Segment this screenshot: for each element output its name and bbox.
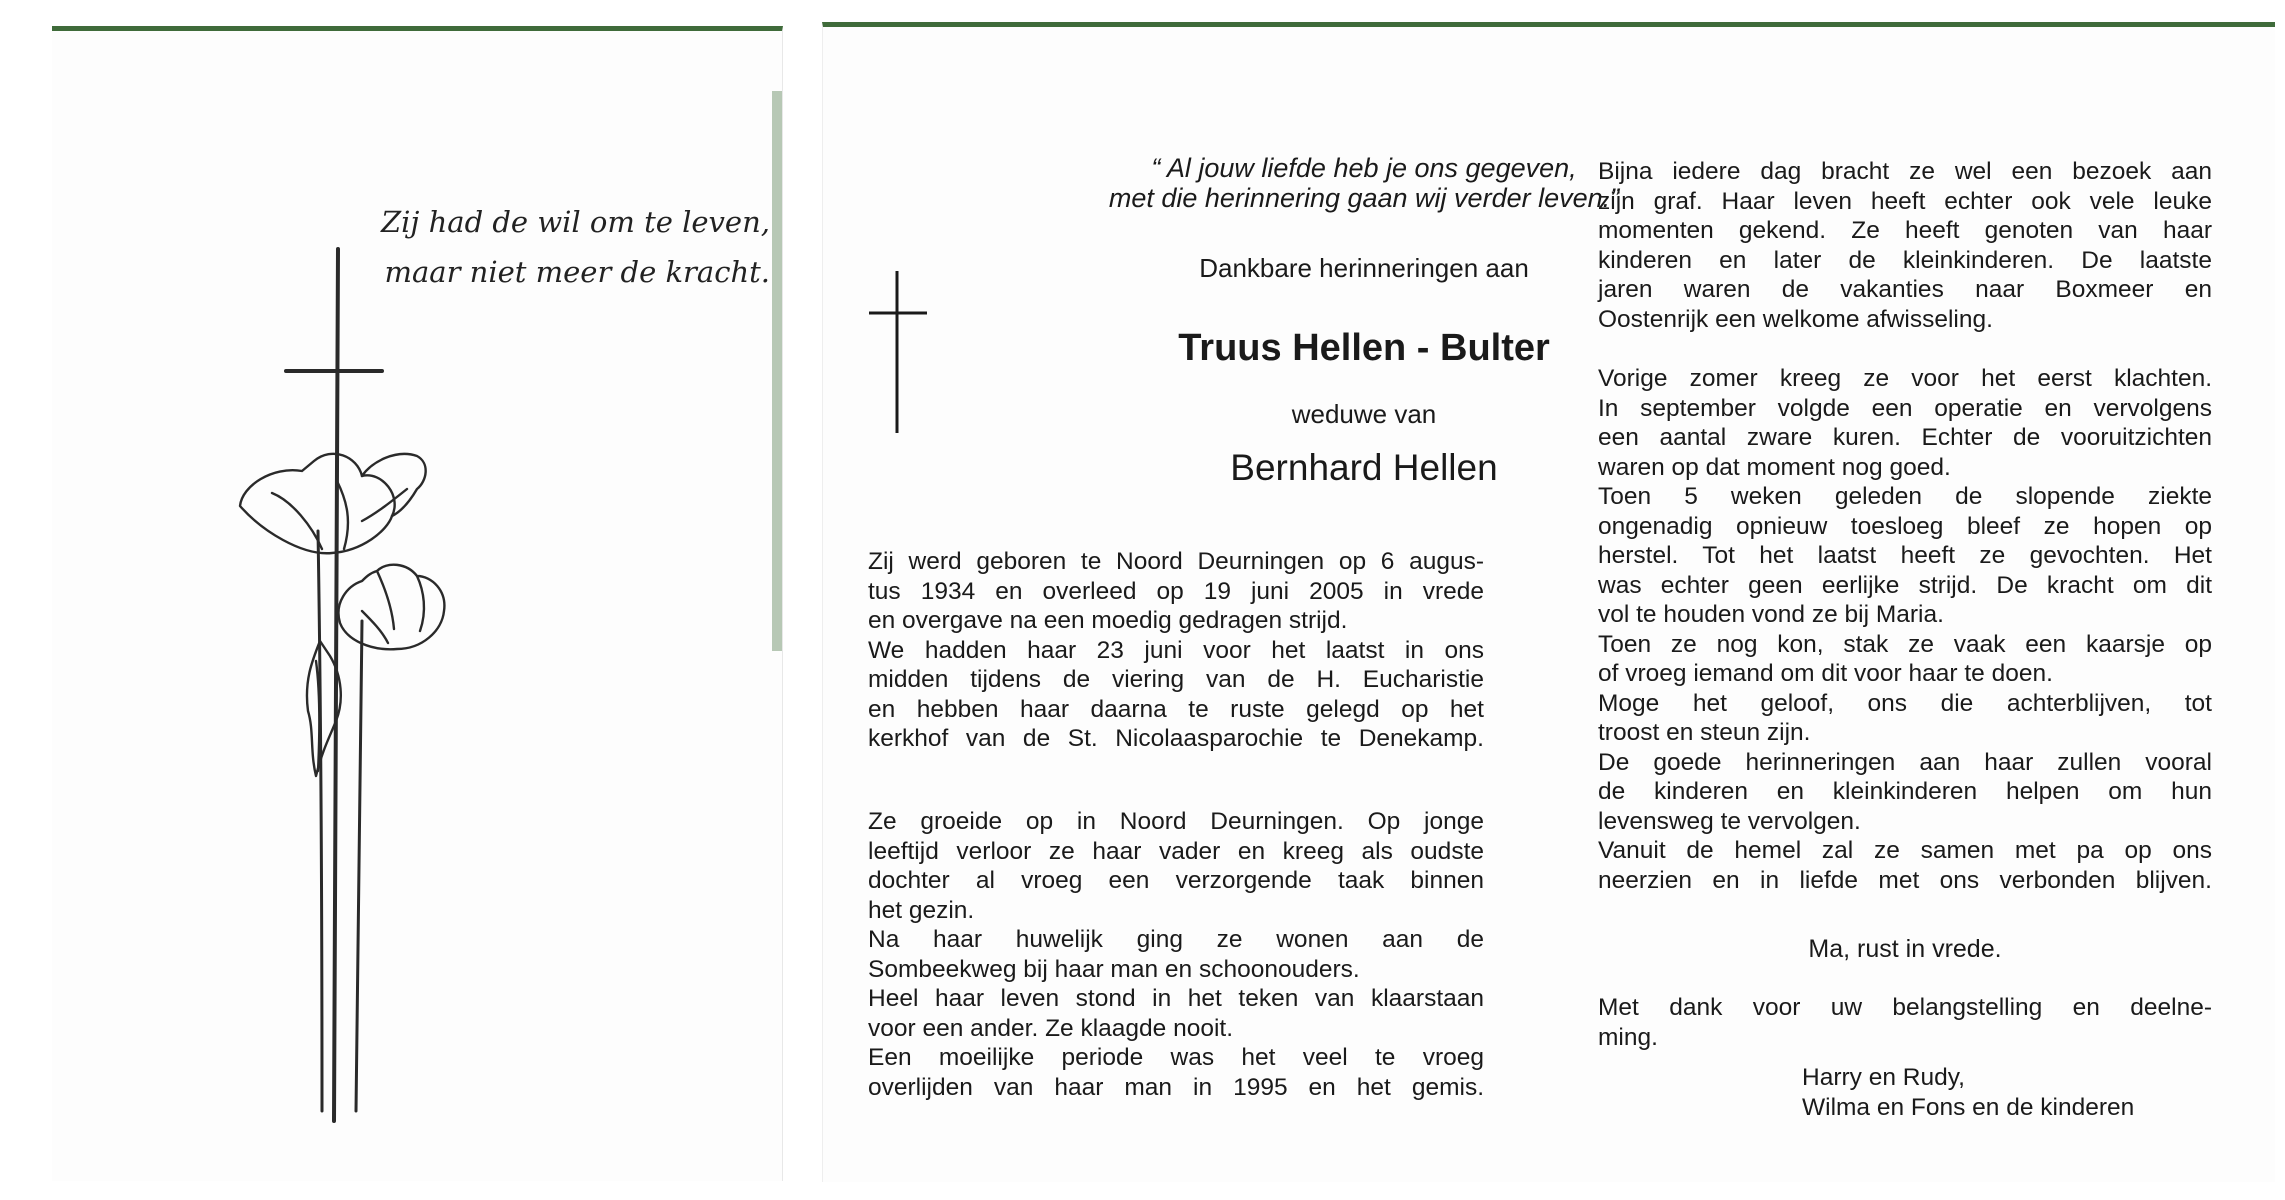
verse-line: Zij had de wil om te leven,	[380, 205, 770, 239]
signature-line: Wilma en Fons en de kinderen	[1802, 1093, 2135, 1121]
text-line: kerkhof van de St. Nicolaasparochie te Denekamp.	[868, 725, 1484, 752]
text-line: midden tijdens de viering van de H. Eucharistie	[868, 666, 1484, 693]
text-line: zijn graf. Haar leven heeft echter ook vele leuke	[1598, 187, 2212, 215]
signature	[1802, 1063, 2134, 1122]
text-line: dochter al vroeg een verzorgende taak binnen	[868, 867, 1484, 894]
text-line: troost en steun zijn.	[1598, 719, 1811, 746]
farewell-text: Ma, rust in vrede.	[1808, 935, 2002, 963]
text-line: Bijna iedere dag bracht ze wel een bezoek aan	[1598, 158, 2212, 185]
text-line: In september volgde een operatie en vervolgens	[1598, 394, 2212, 422]
thanks-text	[1598, 993, 2212, 1052]
text-line: het gezin.	[868, 896, 975, 924]
text-line: jaren waren de vakanties naar Boxmeer en	[1598, 276, 2212, 303]
stem-right	[356, 621, 362, 1111]
memorial-card-front	[52, 26, 783, 1181]
column2-paragraph1	[1598, 157, 2212, 334]
cross-vertical	[334, 249, 338, 1121]
signature-line: Harry en Rudy,	[1802, 1064, 1965, 1091]
column1-paragraph1	[868, 547, 1484, 754]
text-line: Na haar huwelijk ging ze wonen aan de	[868, 926, 1484, 953]
quote-line: met die herinnering gaan wij verder leven.”	[1108, 183, 1620, 213]
text-line: Moge het geloof, ons die achterblijven, tot	[1598, 689, 2212, 717]
text-line: Zij werd geboren te Noord Deurningen op 6 augus-	[868, 548, 1484, 575]
text-line: vol te houden vond ze bij Maria.	[1598, 601, 1944, 628]
text-line: Met dank voor uw belangstelling en deelne-	[1598, 994, 2212, 1021]
text-line: tus 1934 en overleed op 19 juni 2005 in vrede	[868, 577, 1484, 605]
card-edge-shadow	[772, 91, 782, 651]
text-line: waren op dat moment nog goed.	[1598, 453, 1951, 481]
text-line: kinderen en later de kleinkinderen. De laatste	[1598, 246, 2212, 274]
text-line: een aantal zware kuren. Echter de vooruitzichten	[1598, 424, 2212, 451]
text-line: Oostenrijk een welkome afwisseling.	[1598, 305, 1993, 333]
text-line: levensweg te vervolgen.	[1598, 807, 1861, 835]
text-line: neerzien en in liefde met ons verbonden blijven.	[1598, 866, 2212, 894]
text-line: voor een ander. Ze klaagde nooit.	[868, 1014, 1234, 1042]
quote-line: “ Al jouw liefde heb je ons gegeven,	[1151, 153, 1577, 183]
text-line: Toen ze nog kon, stak ze vaak een kaarsje op	[1598, 630, 2212, 658]
text-line: was echter geen eerlijke strijd. De kracht om dit	[1598, 571, 2212, 599]
text-line: We hadden haar 23 juni voor het laatst in ons	[868, 636, 1484, 664]
text-line: leeftijd verloor ze haar vader en kreeg als oudste	[868, 837, 1484, 865]
text-line: De goede herinneringen aan haar zullen vooral	[1598, 748, 2212, 776]
spouse-name: Bernhard Hellen	[1230, 447, 1498, 488]
text-line: Vanuit de hemel zal ze samen met pa op ons	[1598, 837, 2212, 864]
text-line: ongenadig opnieuw toesloeg bleef ze hopen op	[1598, 512, 2212, 540]
deceased-name: Truus Hellen - Bulter	[1178, 327, 1550, 369]
text-line: en hebben haar daarna te ruste gelegd op het	[868, 695, 1484, 723]
intro-text: Dankbare herinneringen aan	[1199, 253, 1529, 283]
column2-paragraph2	[1598, 364, 2212, 895]
text-line: Een moeilijke periode was het veel te vroeg	[868, 1044, 1484, 1071]
text-line: Sombeekweg bij haar man en schoonouders.	[868, 955, 1360, 983]
cross-and-poppies-illustration	[212, 231, 472, 1131]
text-line: en overgave na een moedig gedragen strijd.	[868, 607, 1348, 634]
text-line: Vorige zomer kreeg ze voor het eerst klachten.	[1598, 365, 2212, 392]
text-line: Toen 5 weken geleden de slopende ziekte	[1598, 483, 2212, 510]
stem-left	[318, 531, 322, 1111]
text-line: of vroeg iemand om dit voor haar te doen.	[1598, 660, 2053, 687]
text-line: momenten gekend. Ze heeft genoten van haar	[1598, 217, 2212, 244]
text-line: ming.	[1598, 1023, 1658, 1051]
text-line: de kinderen en kleinkinderen helpen om hun	[1598, 778, 2212, 805]
memorial-card-inside	[822, 22, 2275, 1182]
relation-text: weduwe van	[1291, 399, 1437, 429]
column1-paragraph2	[868, 807, 1484, 1102]
text-line: herstel. Tot het laatst heeft ze gevochten. Het	[1598, 542, 2212, 569]
text-line: Ze groeide op in Noord Deurningen. Op jonge	[868, 808, 1484, 835]
text-line: Heel haar leven stond in het teken van klaarstaan	[868, 985, 1484, 1012]
verse-line: maar niet meer de kracht.	[384, 255, 770, 289]
poppy-bottom	[339, 565, 445, 650]
text-line: overlijden van haar man in 1995 en het gemis.	[868, 1073, 1484, 1101]
